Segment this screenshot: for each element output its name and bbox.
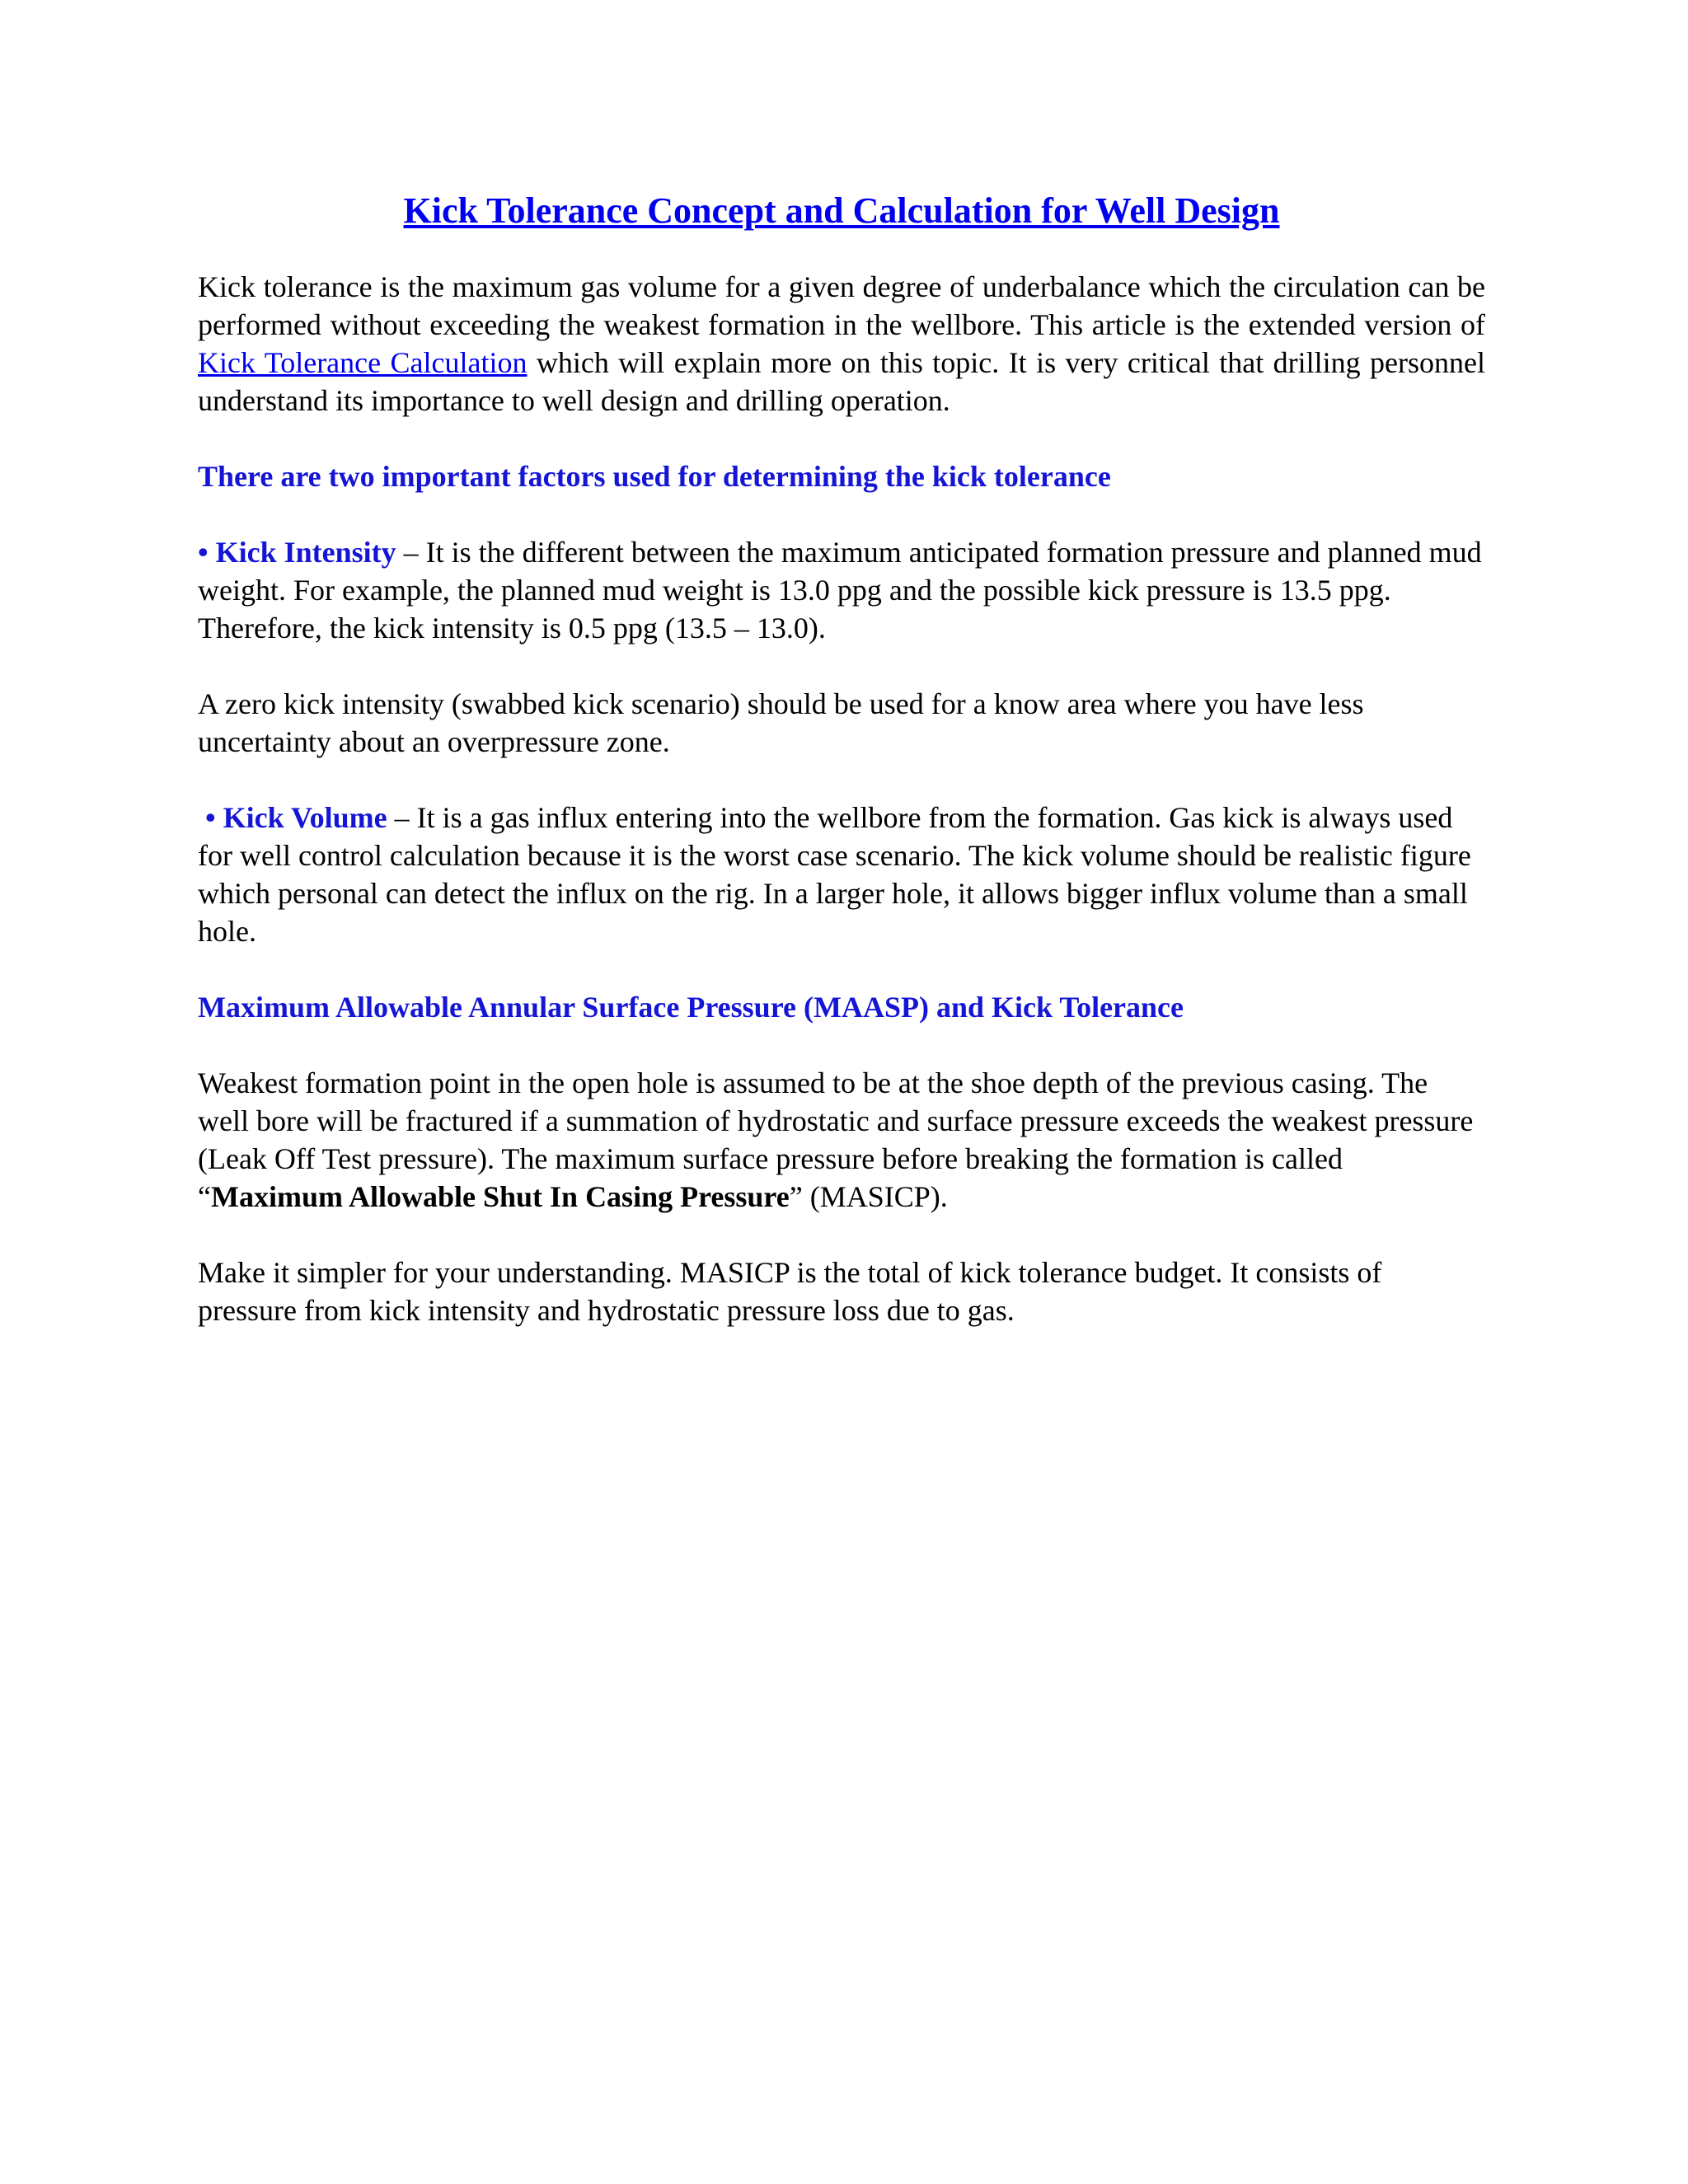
- factors-heading: There are two important factors used for determining the kick tolerance: [198, 459, 1111, 493]
- weakest-formation-paragraph: [198, 1064, 1485, 1216]
- kick-intensity-paragraph: [198, 533, 1485, 647]
- intro-paragraph: [198, 268, 1485, 419]
- zero-kick-paragraph: A zero kick intensity (swabbed kick scenario) should be used for a know area where you have less uncertainty about an overpressure zone.: [198, 687, 1364, 758]
- kick-volume-term: • Kick Volume: [198, 800, 387, 834]
- weakest-text-end: ” (MASICP).: [789, 1179, 948, 1213]
- kick-intensity-term: • Kick Intensity: [198, 535, 396, 569]
- kick-intensity-text: – It is the different between the maximum anticipated formation pressure and planned mud weight. For example, the planned mud weight is 13.0 ppg and the possible kick pressure is 13.5 ppg. Therefore, the kick intensity is 0.5 ppg (13.5 – 13.0).: [198, 535, 1482, 644]
- intro-text-end: which will explain more on this topic. It is very critical that drilling personnel understand its importance to well design and drilling operation.: [198, 345, 1485, 417]
- weakest-text-start: Weakest formation point in the open hole is assumed to be at the shoe depth of the previous casing. The well bore will be fractured if a summation of hydrostatic and surface pressure exceeds the weakest pressure (Leak Off Test pressure). The maximum surface pressure before breaking the formation is called “: [198, 1066, 1474, 1213]
- document-page: [198, 190, 1485, 1367]
- kick-tolerance-calculation-link[interactable]: Kick Tolerance Calculation: [198, 345, 528, 379]
- intro-text-start: Kick tolerance is the maximum gas volume for a given degree of underbalance which the circulation can be performed without exceeding the weakest formation in the wellbore. This article is the extended version of: [198, 269, 1485, 341]
- simpler-paragraph: Make it simpler for your understanding. MASICP is the total of kick tolerance budget. It consists of pressure from kick intensity and hydrostatic pressure loss due to gas.: [198, 1255, 1382, 1327]
- page-title: [198, 190, 1485, 233]
- maasp-heading: Maximum Allowable Annular Surface Pressure (MAASP) and Kick Tolerance: [198, 990, 1184, 1024]
- title-link[interactable]: Kick Tolerance Concept and Calculation for Well Design: [403, 190, 1280, 231]
- masicp-bold-term: Maximum Allowable Shut In Casing Pressure: [210, 1179, 790, 1213]
- kick-volume-paragraph: [198, 799, 1485, 950]
- kick-volume-text: – It is a gas influx entering into the wellbore from the formation. Gas kick is always used for well control calculation because it is the worst case scenario. The kick volume should be realistic figure which personal can detect the influx on the rig. In a larger hole, it allows bigger influx volume than a small hole.: [198, 800, 1471, 948]
